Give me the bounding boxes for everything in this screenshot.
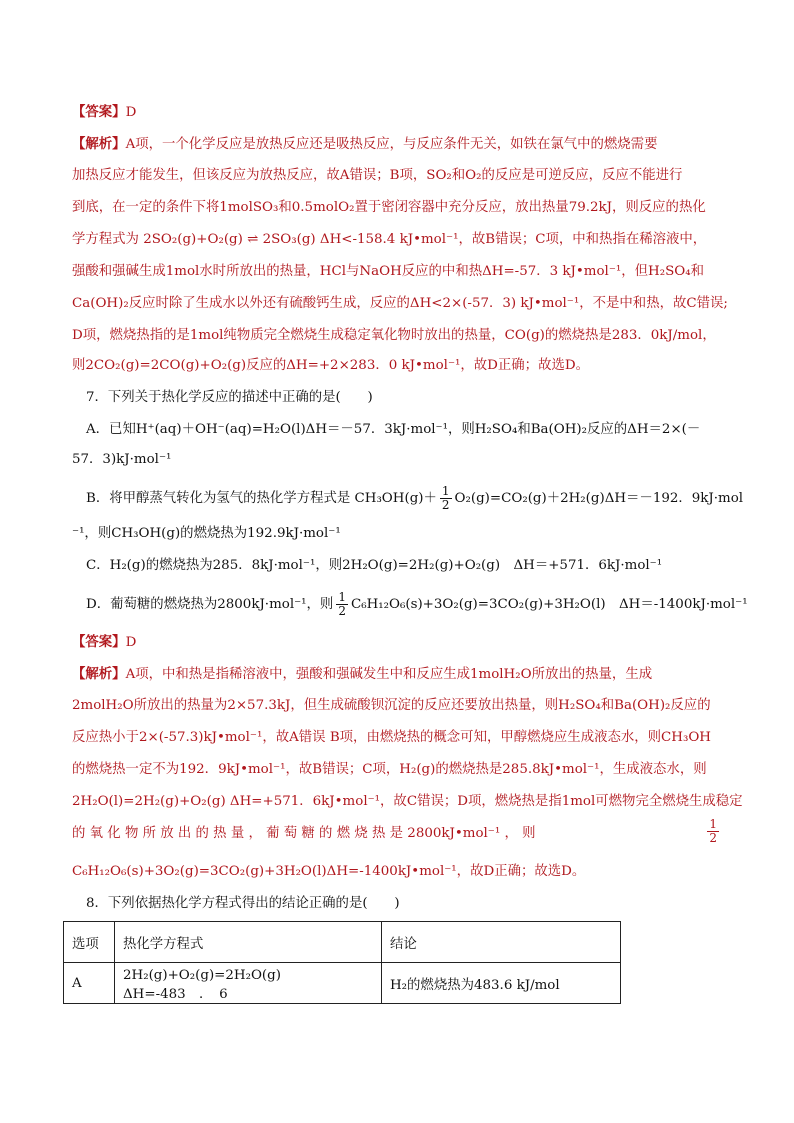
question-7-stem: 7．下列关于热化学反应的描述中正确的是( ) [86, 390, 373, 405]
fraction [336, 591, 348, 618]
analysis-1-line-4: 学方程式为 2SO₂(g)+O₂(g) ⇌ 2SO₃(g) ΔH<-158.4 kJ•mol⁻¹，故B错误；C项，中和热指在稀溶液中， [72, 232, 707, 247]
fraction [707, 818, 719, 845]
table-cell: A [64, 963, 115, 1004]
fraction-denominator: 2 [709, 831, 717, 845]
analysis-text: A项，一个化学反应是放热反应还是吸热反应，与反应条件无关，如铁在氯气中的燃烧需要 [125, 137, 658, 152]
table-header-cell: 结论 [382, 922, 621, 963]
analysis-1-line-8: 则2CO₂(g)=2CO(g)+O₂(g)反应的ΔH=+2×283．0 kJ•mol⁻¹，故D正确；故选D。 [72, 358, 589, 373]
fraction-denominator: 2 [441, 498, 450, 512]
q7-option-b-text-b: O₂(g)=CO₂(g)＋2H₂(g)ΔH＝－192．9kJ·mol [454, 491, 744, 506]
q7-option-b-text-a: B．将甲醇蒸气转化为氢气的热化学方程式是 CH₃OH(g)＋ [86, 491, 437, 506]
q7-option-b-line-1 [86, 484, 744, 514]
analysis-text: A项，中和热是指稀溶液中，强酸和强碱发生中和反应生成1molH₂O所放出的热量，生成 [125, 667, 653, 682]
analysis-2-line-6-text: 的 氧 化 物 所 放 出 的 热 量 ， 葡 萄 糖 的 燃 烧 热 是 2800kJ•mol⁻¹ ， 则 [72, 826, 536, 841]
q7-option-d-text-b: C₆H₁₂O₆(s)+3O₂(g)=3CO₂(g)+3H₂O(l) ΔH＝-1400kJ·mol⁻¹ [350, 597, 748, 612]
table-header-cell: 选项 [64, 922, 115, 963]
analysis-2-line-2: 2molH₂O所放出的热量为2×57.3kJ，但生成硫酸钡沉淀的反应还要放出热量，则H₂SO₄和Ba(OH)₂反应的 [72, 698, 711, 713]
answer-line-2 [72, 632, 722, 653]
analysis-1-line-2: 加热反应才能发生，但该反应为放热反应，故A错误；B项，SO₂和O₂的反应是可逆反应，反应不能进行 [72, 168, 683, 183]
table-header-cell: 热化学方程式 [115, 922, 382, 963]
fraction-denominator: 2 [338, 604, 346, 618]
analysis-2-line-6 [72, 817, 722, 845]
q7-option-a-line-1: A．已知H⁺(aq)＋OH⁻(aq)=H₂O(l)ΔH＝－57．3kJ·mol⁻¹，则H₂SO₄和Ba(OH)₂反应的ΔH＝2×(－ [86, 422, 701, 437]
answer-line-1 [72, 102, 722, 123]
q7-option-d [86, 590, 748, 620]
question-8-stem: 8．下列依据热化学方程式得出的结论正确的是( ) [86, 896, 400, 911]
answer-value: D [125, 105, 137, 120]
analysis-2-line-7: C₆H₁₂O₆(s)+3O₂(g)=3CO₂(g)+3H₂O(l)ΔH=-1400kJ•mol⁻¹，故D正确；故选D。 [72, 864, 586, 879]
analysis-1-line-7: D项，燃烧热指的是1mol纯物质完全燃烧生成稳定氧化物时放出的热量，CO(g)的燃烧热是283．0kJ/mol， [72, 328, 716, 343]
table-cell: 2H₂(g)+O₂(g)=2H₂O(g) ΔH=-483 ． 6 [115, 963, 382, 1004]
table-header-row [64, 922, 621, 963]
fraction [440, 485, 452, 512]
analysis-1-line-1 [72, 134, 722, 155]
q8-table [63, 921, 621, 1004]
fraction-numerator: 1 [441, 484, 450, 498]
analysis-label: 【解析】 [72, 136, 126, 152]
fraction-numerator: 1 [709, 817, 717, 831]
answer-label: 【答案】 [72, 104, 126, 120]
q7-option-a-line-2: 57．3)kJ·mol⁻¹ [72, 452, 172, 467]
table-row [64, 963, 621, 1004]
table-cell: H₂的燃烧热为483.6 kJ/mol [382, 963, 621, 1004]
q7-option-c: C．H₂(g)的燃烧热为285．8kJ·mol⁻¹，则2H₂O(g)=2H₂(g)+O₂(g) ΔH＝+571．6kJ·mol⁻¹ [86, 558, 663, 573]
analysis-1-line-5: 强酸和强碱生成1mol水时所放出的热量，HCl与NaOH反应的中和热ΔH=-57．3 kJ•mol⁻¹，但H₂SO₄和 [72, 264, 704, 279]
answer-label: 【答案】 [72, 634, 126, 650]
q7-option-d-text-a: D．葡萄糖的燃烧热为2800kJ·mol⁻¹，则 [86, 597, 334, 612]
analysis-2-line-3: 反应热小于2×(-57.3)kJ•mol⁻¹，故A错误 B项，由燃烧热的概念可知，甲醇燃烧应生成液态水，则CH₃OH [72, 730, 711, 745]
analysis-1-line-3: 到底，在一定的条件下将1molSO₃和0.5molO₂置于密闭容器中充分反应，放出热量79.2kJ，则反应的热化 [72, 200, 706, 215]
answer-value: D [125, 635, 137, 650]
analysis-1-line-6: Ca(OH)₂反应时除了生成水以外还有硫酸钙生成，反应的ΔH<2×(-57．3) kJ•mol⁻¹，不是中和热，故C错误; [72, 296, 728, 311]
analysis-2-line-1 [72, 664, 722, 685]
q7-option-b-line-2: ⁻¹，则CH₃OH(g)的燃烧热为192.9kJ·mol⁻¹ [72, 526, 341, 541]
analysis-2-line-4: 的燃烧热一定不为192．9kJ•mol⁻¹，故B错误；C项，H₂(g)的燃烧热是285.8kJ•mol⁻¹，生成液态水，则 [72, 762, 707, 777]
analysis-2-line-5: 2H₂O(l)=2H₂(g)+O₂(g) ΔH=+571．6kJ•mol⁻¹，故C错误；D项，燃烧热是指1mol可燃物完全燃烧生成稳定 [72, 794, 743, 809]
analysis-label: 【解析】 [72, 666, 126, 682]
fraction-numerator: 1 [338, 590, 346, 604]
